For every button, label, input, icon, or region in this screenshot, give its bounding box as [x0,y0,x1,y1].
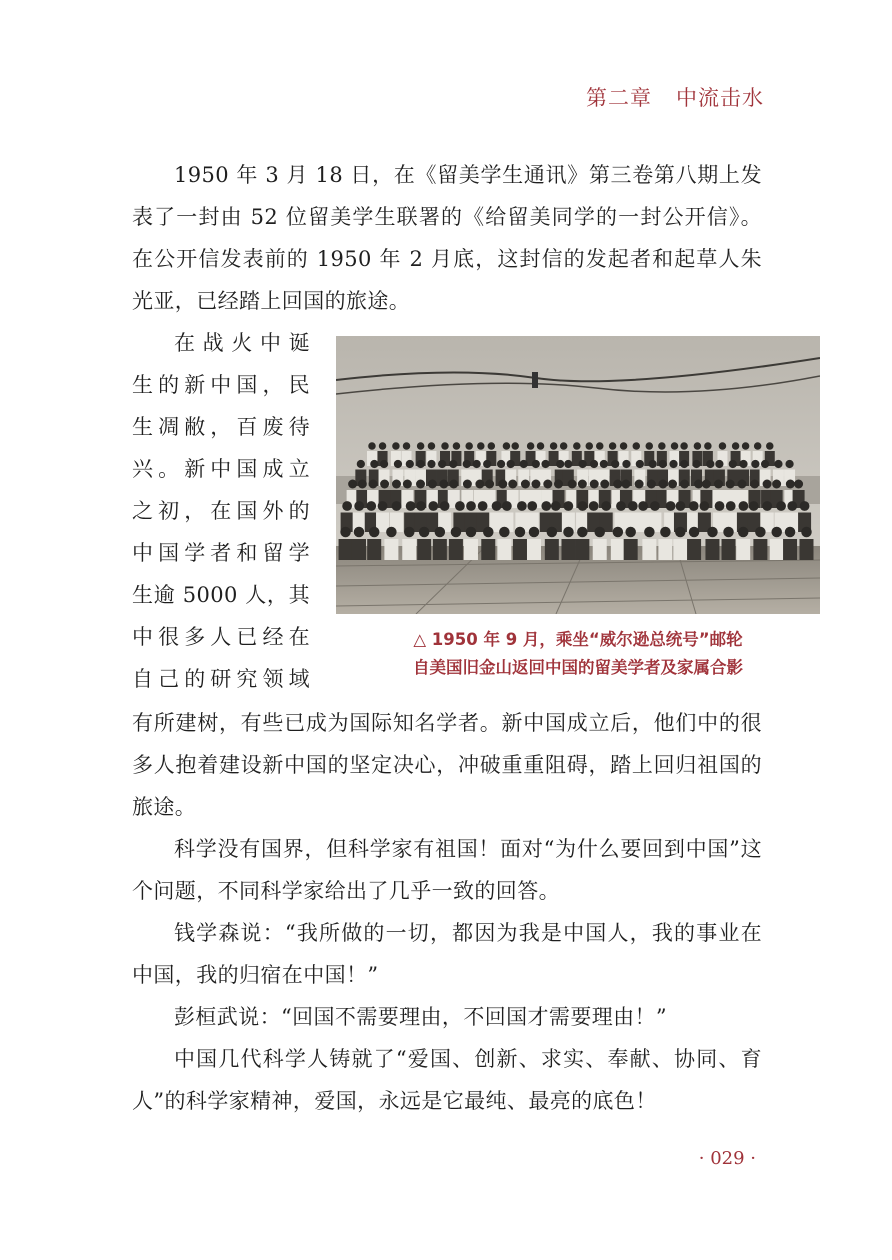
body-text-rest [132,702,762,1122]
chapter-title: 中流击水 [676,86,764,110]
paragraph-6: 中国几代科学人铸就了“爱国、创新、求实、奉献、协同、育人”的科学家精神，爱国，永远是它最纯、最亮的底色！ [132,1047,762,1113]
wrapped-line: 中国学者和留学 [132,541,310,565]
running-header [586,82,764,112]
wrapped-line: 在战火中诞 [174,331,310,355]
wrapped-line: 之初，在国外的 [132,499,310,523]
wrapped-line: 生的新中国，民 [132,373,310,397]
chapter-number: 第二章 [586,86,652,110]
wrapped-line: 生逾 5000 人，其 [132,583,310,607]
ship-deck-group-photo-image [336,336,820,614]
wrapped-line: 中很多人已经在 [132,625,310,649]
caption-line-2: 自美国旧金山返回中国的留美学者及家属合影 [413,658,743,677]
caption-line-1: △ 1950 年 9 月，乘坐“威尔逊总统号”邮轮 [413,630,743,649]
photo-caption [336,626,820,682]
paragraph-1-text: 1950 年 3 月 18 日，在《留美学生通讯》第三卷第八期上发表了一封由 52 位留美学生联署的《给留美同学的一封公开信》。在公开信发表前的 1950 年 2 月底，这封信的发起者和起草人朱光亚，已经踏上回国的旅途。 [132,163,762,313]
paragraph-2-continuation: 有所建树，有些已成为国际知名学者。新中国成立后，他们中的很多人抱着建设新中国的坚定决心，冲破重重阻碍，踏上回归祖国的旅途。 [132,711,762,819]
paragraph-5: 彭桓武说：“回国不需要理由，不回国才需要理由！” [174,1005,668,1029]
wrapped-line: 自己的研究领域 [132,667,310,691]
paragraph-2-wrapped-column [132,322,310,700]
page-number: · 029 · [698,1148,756,1169]
paragraph-3: 科学没有国界，但科学家有祖国！面对“为什么要回到中国”这个问题，不同科学家给出了几乎一致的回答。 [132,837,762,903]
wrapped-line: 兴。新中国成立 [132,457,310,481]
wrapped-line: 生凋敝，百废待 [132,415,310,439]
paragraph-4: 钱学森说：“我所做的一切，都因为我是中国人，我的事业在中国，我的归宿在中国！” [132,921,762,987]
paragraph-1 [132,154,762,322]
group-photo [336,336,820,614]
